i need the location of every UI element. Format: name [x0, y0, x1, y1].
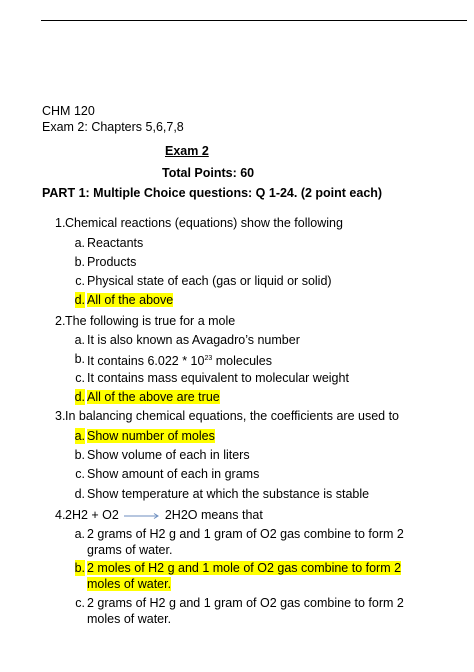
q4-option-b: [74, 560, 427, 592]
q1-option-a: [74, 235, 144, 251]
option-text: Show amount of each in grams: [87, 467, 260, 481]
option-letter: a.: [74, 527, 85, 541]
q3-option-a: [74, 428, 215, 444]
exam-info: Exam 2: Chapters 5,6,7,8: [42, 120, 184, 134]
option-text: Physical state of each (gas or liquid or solid): [87, 274, 332, 288]
question-text: Chemical reactions (equations) show the following: [65, 216, 343, 230]
q2-option-d: [74, 389, 220, 405]
q3-option-d: [74, 486, 370, 502]
option-letter: b.: [74, 255, 85, 269]
q2-option-b: [74, 351, 272, 369]
option-text: 2 grams of H2 g and 1 gram of O2 gas combine to form 2 grams of water.: [87, 527, 404, 557]
option-letter: b.: [74, 561, 85, 575]
option-letter: c.: [75, 596, 85, 610]
exam-title: Exam 2: [165, 144, 209, 158]
option-letter: a.: [74, 429, 85, 443]
question-text: The following is true for a mole: [65, 314, 236, 328]
option-letter: d.: [74, 390, 85, 404]
option-letter: b.: [74, 448, 85, 462]
top-rule: [41, 20, 467, 21]
option-text-answer: 2 moles of H2 g and 1 mole of O2 gas combine to form 2 moles of water.: [87, 561, 402, 591]
option-text-answer: All of the above: [87, 293, 174, 307]
option-text-pre: It contains 6.022 * 10: [87, 354, 205, 369]
option-letter: a.: [74, 333, 85, 347]
option-text: Reactants: [87, 236, 144, 250]
question-number: 4.: [55, 508, 66, 522]
question-text: In balancing chemical equations, the coefficients are used to: [65, 409, 400, 423]
option-text-answer: Show number of moles: [87, 429, 215, 443]
q4-option-c: [75, 595, 427, 627]
option-text: It contains mass equivalent to molecular weight: [87, 371, 349, 385]
right-arrow-icon: [123, 512, 161, 520]
option-letter: b.: [74, 352, 85, 366]
option-letter: c.: [75, 467, 85, 481]
option-text: Show temperature at which the substance is stable: [87, 487, 370, 501]
option-letter: d.: [74, 293, 85, 307]
q4-option-a: [74, 526, 427, 558]
option-text: Show volume of each in liters: [87, 448, 250, 462]
option-letter: a.: [74, 236, 85, 250]
exponent: 23: [204, 355, 213, 362]
q1-option-c: [75, 273, 332, 289]
option-text: Products: [87, 255, 137, 269]
question-number: 1.: [55, 216, 66, 230]
option-letter: c.: [75, 371, 85, 385]
question-text: [65, 507, 263, 523]
q2-option-a: [74, 332, 300, 348]
total-points: Total Points: 60: [162, 166, 255, 180]
q2-option-c: [75, 370, 349, 386]
option-text: [87, 354, 272, 368]
part-heading: PART 1: Multiple Choice questions: Q 1-24. (2 point each): [42, 186, 383, 200]
option-text-answer: All of the above are true: [87, 390, 220, 404]
question-number: 2.: [55, 314, 66, 328]
option-text: 2 grams of H2 g and 1 gram of O2 gas combine to form 2 moles of water.: [87, 596, 404, 626]
option-letter: d.: [74, 487, 85, 501]
option-text-post: molecules: [212, 354, 272, 369]
equation-products: 2H2O means that: [164, 508, 263, 522]
option-letter: c.: [75, 274, 85, 288]
q3-option-b: [74, 447, 250, 463]
question-number: 3.: [55, 409, 66, 423]
equation-reactants: 2H2 + O2: [65, 508, 119, 522]
q1-option-b: [74, 254, 137, 270]
q1-option-d: [74, 292, 174, 308]
q3-option-c: [75, 466, 260, 482]
option-text: It is also known as Avagadro’s number: [87, 333, 300, 347]
course-code: CHM 120: [42, 104, 95, 118]
